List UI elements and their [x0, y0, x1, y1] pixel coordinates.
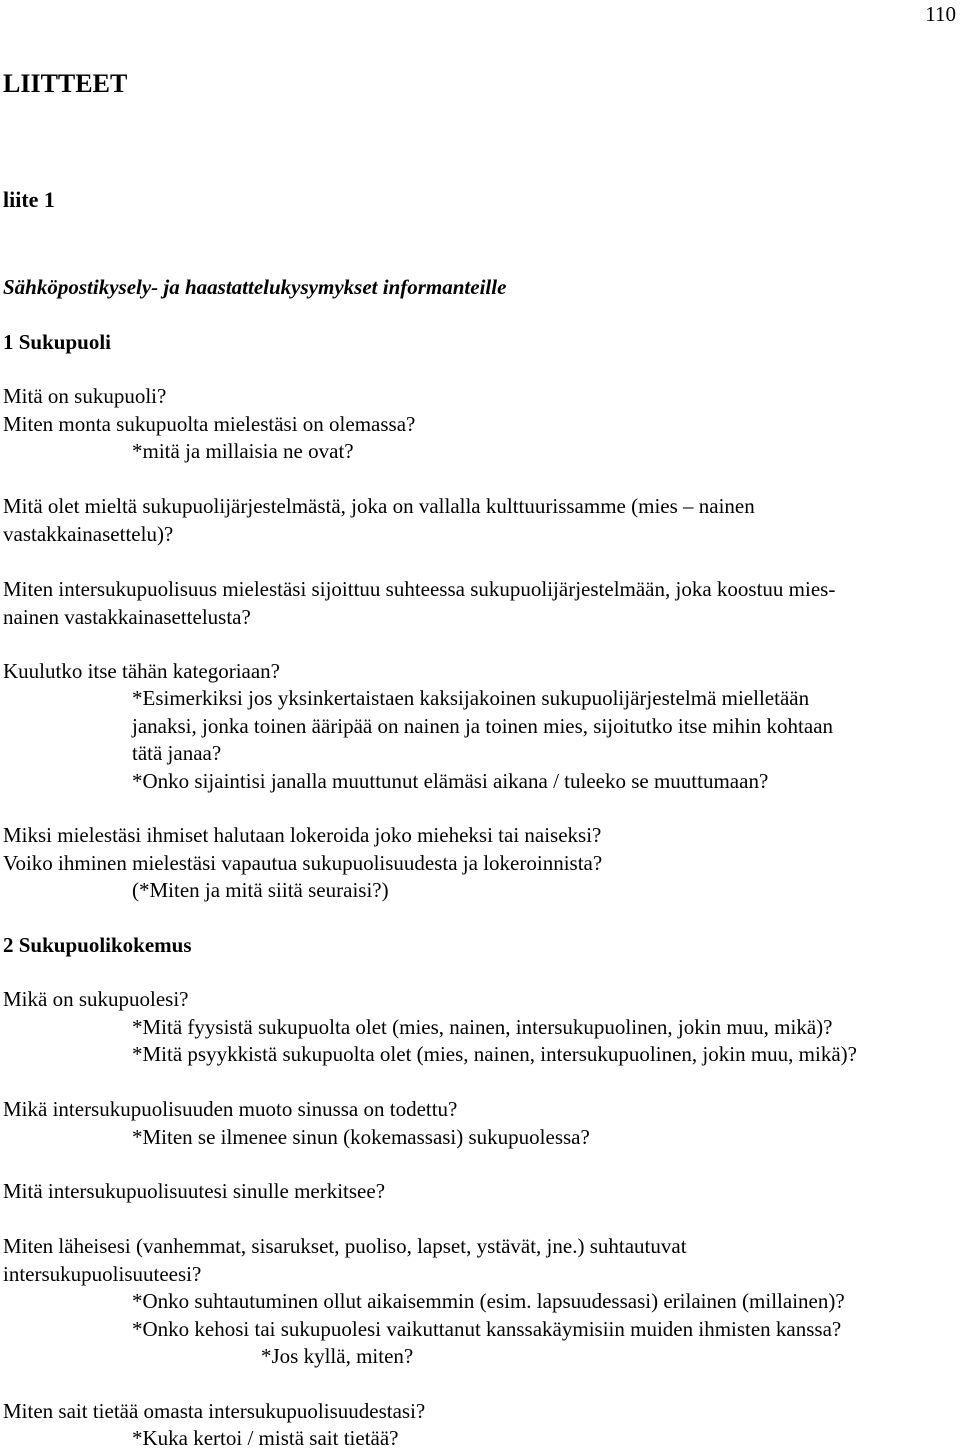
page-heading: LIITTEET [3, 69, 128, 98]
question-line: *Miten se ilmenee sinun (kokemassasi) sukupuolessa? [132, 1125, 590, 1149]
question-line: (*Miten ja mitä siitä seuraisi?) [132, 878, 389, 902]
question-line: *Onko sijaintisi janalla muuttunut elämäsi aikana / tuleeko se muuttumaan? [132, 769, 769, 793]
question-line: *mitä ja millaisia ne ovat? [132, 439, 354, 463]
question-line: *Onko kehosi tai sukupuolesi vaikuttanut kanssakäymisiin muiden ihmisten kanssa? [132, 1317, 842, 1341]
question-line: *Mitä psyykkistä sukupuolta olet (mies, nainen, intersukupuolinen, jokin muu, mikä)? [132, 1042, 857, 1066]
question-line: *Kuka kertoi / mistä sait tietää? [132, 1426, 399, 1450]
question-line: Mitä olet mieltä sukupuolijärjestelmästä, joka on vallalla kulttuurissamme (mies – nainen [3, 494, 755, 518]
question-line: *Onko suhtautuminen ollut aikaisemmin (esim. lapsuudessasi) erilainen (millainen)? [132, 1289, 845, 1313]
question-line: Miten sait tietää omasta intersukupuolisuudestasi? [3, 1399, 426, 1423]
question-line: Kuulutko itse tähän kategoriaan? [3, 659, 280, 683]
question-line: Mitä on sukupuoli? [3, 384, 167, 408]
question-line: Miten läheisesi (vanhemmat, sisarukset, puoliso, lapset, ystävät, jne.) suhtautuvat [3, 1234, 687, 1258]
question-line: intersukupuolisuuteesi? [3, 1262, 202, 1286]
question-line: *Esimerkiksi jos yksinkertaistaen kaksijakoinen sukupuolijärjestelmä mielletään [132, 686, 810, 710]
question-line: Miten intersukupuolisuus mielestäsi sijoittuu suhteessa sukupuolijärjestelmään, joka koostuu mies- [3, 577, 836, 601]
question-line: tätä janaa? [132, 741, 222, 765]
question-line: *Jos kyllä, miten? [261, 1344, 414, 1368]
document-subtitle: Sähköpostikysely- ja haastattelukysymykset informanteille [3, 275, 507, 299]
page-number: 110 [925, 2, 956, 26]
question-line: Miksi mielestäsi ihmiset halutaan lokeroida joko mieheksi tai naiseksi? [3, 823, 602, 847]
question-line: *Mitä fyysistä sukupuolta olet (mies, nainen, intersukupuolinen, jokin muu, mikä)? [132, 1015, 833, 1039]
question-line: Voiko ihminen mielestäsi vapautua sukupuolisuudesta ja lokeroinnista? [3, 851, 603, 875]
question-line: Mitä intersukupuolisuutesi sinulle merkitsee? [3, 1179, 386, 1203]
appendix-label: liite 1 [3, 187, 55, 212]
question-line: Miten monta sukupuolta mielestäsi on olemassa? [3, 412, 416, 436]
question-line: Mikä intersukupuolisuuden muoto sinussa on todettu? [3, 1097, 458, 1121]
question-line: Mikä on sukupuolesi? [3, 987, 189, 1011]
question-line: nainen vastakkainasettelusta? [3, 605, 251, 629]
question-line: janaksi, jonka toinen ääripää on nainen ja toinen mies, sijoitutko itse mihin kohtaan [132, 714, 834, 738]
question-line: vastakkainasettelu)? [3, 522, 174, 546]
section-heading: 1 Sukupuoli [3, 330, 111, 354]
section-heading: 2 Sukupuolikokemus [3, 933, 192, 957]
